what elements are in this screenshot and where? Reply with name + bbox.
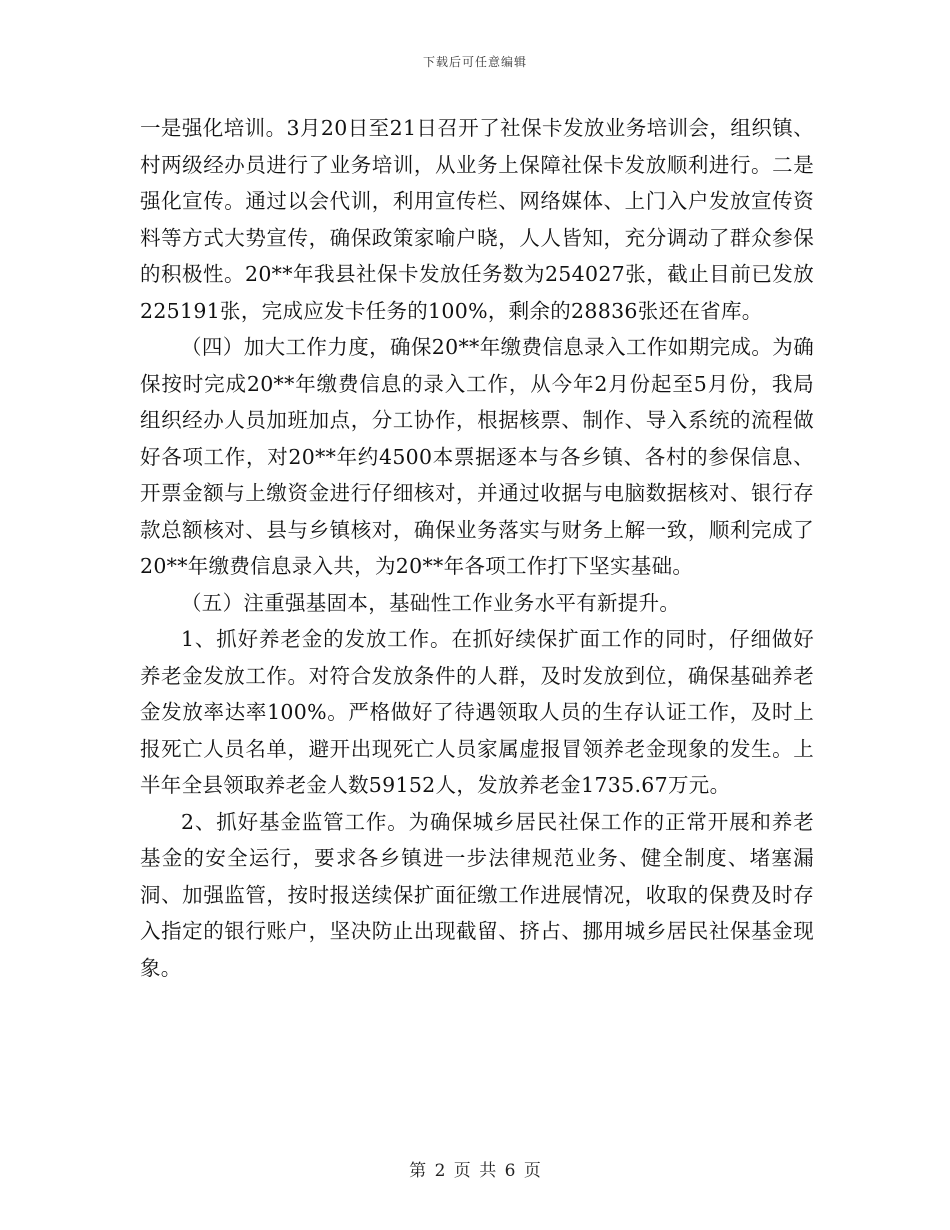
paragraph-pension-distribution: 1、抓好养老金的发放工作。在抓好续保扩面工作的同时，仔细做好养老金发放工作。对符合发放条件的人群，及时发放到位，确保基础养老金发放率达率100%。严格做好了待遇领取人员的生存认证工作，及时上报死亡人员名单，避开出现死亡人员家属虚报冒领养老金现象的发生。上半年全县领取养老金人数59152人，发放养老金1735.67万元。 — [140, 627, 814, 797]
document-body — [140, 110, 814, 986]
paragraph-section-5-heading: （五）注重强基固本，基础性工作业务水平有新提升。 — [181, 590, 681, 615]
paragraph-fund-supervision: 2、抓好基金监管工作。为确保城乡居民社保工作的正常开展和养老基金的安全运行，要求各乡镇进一步法律规范业务、健全制度、堵塞漏洞、加强监管，按时报送续保扩面征缴工作进展情况，收取的保费及时存入指定的银行账户，坚决防止出现截留、挤占、挪用城乡居民社保基金现象。 — [140, 809, 814, 980]
page-number-footer: 第 2 页 共 6 页 — [409, 1161, 541, 1181]
paragraph-training-publicity: 一是强化培训。3月20日至21日召开了社保卡发放业务培训会，组织镇、村两级经办员进行了业务培训，从业务上保障社保卡发放顺利进行。二是强化宣传。通过以会代训，利用宣传栏、网络媒体、上门入户发放宣传资料等方式大势宣传，确保政策家喻户晓，人人皆知，充分调动了群众参保的积极性。20**年我县社保卡发放任务数为254027张，截止目前已发放225191张，完成应发卡任务的100%，剩余的28836张还在省库。 — [140, 116, 814, 323]
paragraph-section-4: （四）加大工作力度，确保20**年缴费信息录入工作如期完成。为确保按时完成20**年缴费信息的录入工作，从今年2月份起至5月份，我局组织经办人员加班加点，分工协作，根据核票、制作、导入系统的流程做好各项工作，对20**年约4500本票据逐本与各乡镇、各村的参保信息、开票金额与上缴资金进行仔细核对，并通过收据与电脑数据核对、银行存款总额核对、县与乡镇核对，确保业务落实与财务上解一致，顺利完成了20**年缴费信息录入共，为20**年各项工作打下坚实基础。 — [140, 335, 814, 578]
page-header: 下载后可任意编辑 — [422, 55, 527, 69]
